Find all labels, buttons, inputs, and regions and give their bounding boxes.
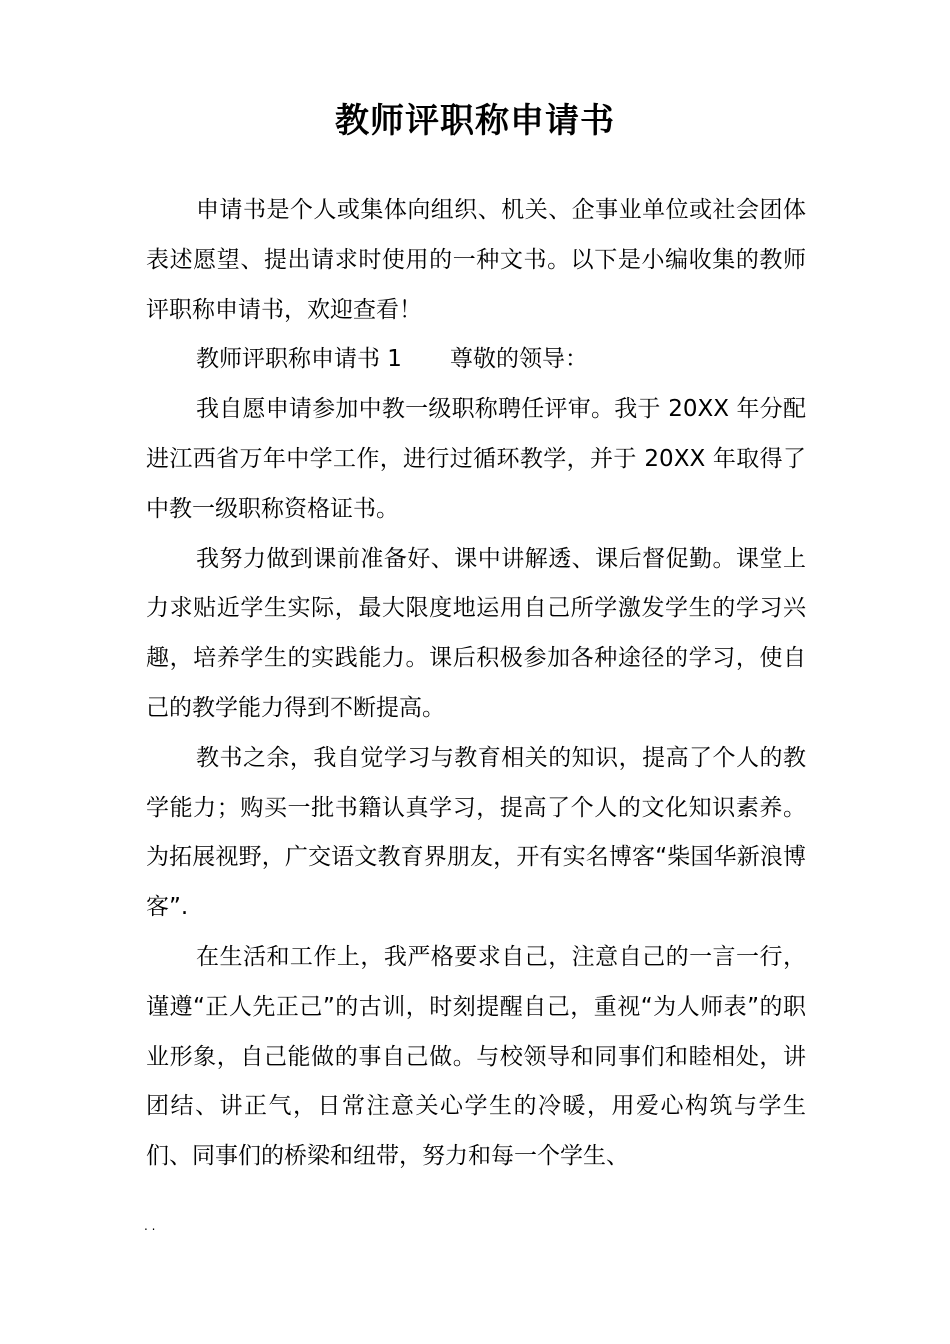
- body-paragraph-4: 在生活和工作上，我严格要求自己，注意自己的一言一行，谨遵“正人先正己”的古训，时刻提醒自己，重视“为人师表”的职业形象，自己能做的事自己做。与校领导和同事们和睦相处，讲团结、讲正气，日常注意关心学生的冷暖，用爱心构筑与学生们、同事们的桥梁和纽带，努力和每一个学生、: [146, 943, 806, 1170]
- body-paragraph-1: 我自愿申请参加中教一级职称聘任评审。我于 20XX 年分配进江西省万年中学工作，进行过循环教学，并于 20XX 年取得了中教一级职称资格证书。: [146, 396, 806, 522]
- intro-paragraph: 申请书是个人或集体向组织、机关、企事业单位或社会团体表述愿望、提出请求时使用的一种文书。以下是小编收集的教师评职称申请书，欢迎查看！: [146, 197, 806, 323]
- section-heading: 教师评职称申请书 1: [196, 346, 402, 373]
- footer-mark: . .: [144, 1219, 156, 1233]
- body-paragraph-3: 教书之余，我自觉学习与教育相关的知识，提高了个人的教学能力；购买一批书籍认真学习，提高了个人的文化知识素养。为拓展视野，广交语文教育界朋友，开有实名博客“柴国华新浪博客”.: [146, 744, 806, 921]
- body-paragraph-2: 我努力做到课前准备好、课中讲解透、课后督促勤。课堂上力求贴近学生实际，最大限度地运用自己所学激发学生的学习兴趣，培养学生的实践能力。课后积极参加各种途径的学习，使自己的教学能力得到不断提高。: [146, 545, 806, 721]
- section-heading-line: [146, 335, 806, 385]
- document-body: [146, 186, 806, 1182]
- salutation: 尊敬的领导：: [449, 346, 588, 373]
- document-title: 教师评职称申请书: [335, 101, 615, 141]
